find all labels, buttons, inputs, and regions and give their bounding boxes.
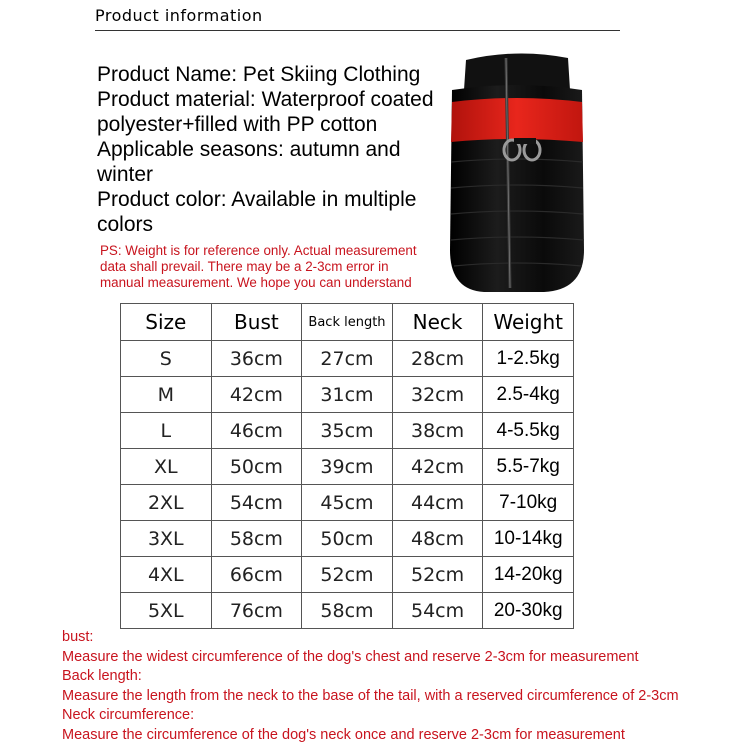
bust-cell: 42cm <box>211 377 302 413</box>
header-neck: Neck <box>392 304 483 341</box>
product-material-line-2: polyester+filled with PP cotton <box>97 113 378 136</box>
disclaimer-line-2: data shall prevail. There may be a 2-3cm error in <box>100 259 389 274</box>
size-chart-table <box>120 303 574 629</box>
weight-disclaimer <box>100 243 460 291</box>
weight-cell: 2.5-4kg <box>483 377 574 413</box>
bust-cell: 54cm <box>211 485 302 521</box>
size-cell: L <box>121 413 212 449</box>
back-length-cell: 35cm <box>302 413 393 449</box>
section-divider <box>95 30 620 31</box>
neck-cell: 42cm <box>392 449 483 485</box>
size-cell: 3XL <box>121 521 212 557</box>
size-cell: 5XL <box>121 593 212 629</box>
size-cell: 2XL <box>121 485 212 521</box>
size-cell: 4XL <box>121 557 212 593</box>
product-material-line: Product material: Waterproof coated <box>97 88 434 111</box>
product-name-line: Product Name: Pet Skiing Clothing <box>97 63 421 86</box>
bust-cell: 36cm <box>211 341 302 377</box>
header-back-length: Back length <box>302 304 393 341</box>
bust-note-text: Measure the widest circumference of the dog's chest and reserve 2-3cm for measurement <box>62 648 639 665</box>
applicable-seasons-line-2: winter <box>97 163 154 186</box>
header-weight: Weight <box>483 304 574 341</box>
weight-cell: 5.5-7kg <box>483 449 574 485</box>
back-length-note-text: Measure the length from the neck to the base of the tail, with a reserved circumference of 2-3cm <box>62 687 679 704</box>
back-length-cell: 58cm <box>302 593 393 629</box>
product-spec-list <box>97 62 477 237</box>
neck-note-label: Neck circumference: <box>62 707 195 723</box>
weight-cell: 10-14kg <box>483 521 574 557</box>
table-row <box>121 593 574 629</box>
neck-cell: 28cm <box>392 341 483 377</box>
back-length-cell: 27cm <box>302 341 393 377</box>
section-title: Product information <box>95 6 263 25</box>
product-color-line-2: colors <box>97 213 154 236</box>
header-bust: Bust <box>211 304 302 341</box>
neck-cell: 44cm <box>392 485 483 521</box>
pet-vest-image <box>444 50 590 295</box>
disclaimer-line-3: manual measurement. We hope you can understand <box>100 275 412 290</box>
back-length-cell: 45cm <box>302 485 393 521</box>
weight-cell: 7-10kg <box>483 485 574 521</box>
table-row <box>121 521 574 557</box>
size-cell: M <box>121 377 212 413</box>
back-length-cell: 50cm <box>302 521 393 557</box>
bust-cell: 66cm <box>211 557 302 593</box>
neck-cell: 38cm <box>392 413 483 449</box>
weight-cell: 4-5.5kg <box>483 413 574 449</box>
size-cell: S <box>121 341 212 377</box>
table-header-row <box>121 304 574 341</box>
header-size: Size <box>121 304 212 341</box>
back-length-note-label: Back length: <box>62 668 142 684</box>
weight-cell: 14-20kg <box>483 557 574 593</box>
table-row <box>121 341 574 377</box>
size-cell: XL <box>121 449 212 485</box>
back-length-cell: 52cm <box>302 557 393 593</box>
measurement-notes <box>62 628 742 745</box>
bust-cell: 58cm <box>211 521 302 557</box>
neck-note-text: Measure the circumference of the dog's neck once and reserve 2-3cm for measurement <box>62 726 625 743</box>
neck-cell: 54cm <box>392 593 483 629</box>
vest-collar <box>464 53 570 90</box>
disclaimer-line-1: PS: Weight is for reference only. Actual measurement <box>100 243 417 258</box>
weight-cell: 20-30kg <box>483 593 574 629</box>
bust-cell: 76cm <box>211 593 302 629</box>
product-color-line: Product color: Available in multiple <box>97 188 417 211</box>
table-row <box>121 557 574 593</box>
bust-cell: 50cm <box>211 449 302 485</box>
bust-cell: 46cm <box>211 413 302 449</box>
neck-cell: 52cm <box>392 557 483 593</box>
table-row <box>121 377 574 413</box>
neck-cell: 32cm <box>392 377 483 413</box>
table-row <box>121 485 574 521</box>
neck-cell: 48cm <box>392 521 483 557</box>
table-row <box>121 449 574 485</box>
bust-note-label: bust: <box>62 629 94 645</box>
table-row <box>121 413 574 449</box>
weight-cell: 1-2.5kg <box>483 341 574 377</box>
back-length-cell: 39cm <box>302 449 393 485</box>
vest-red-band <box>451 98 583 142</box>
applicable-seasons-line: Applicable seasons: autumn and <box>97 138 401 161</box>
back-length-cell: 31cm <box>302 377 393 413</box>
